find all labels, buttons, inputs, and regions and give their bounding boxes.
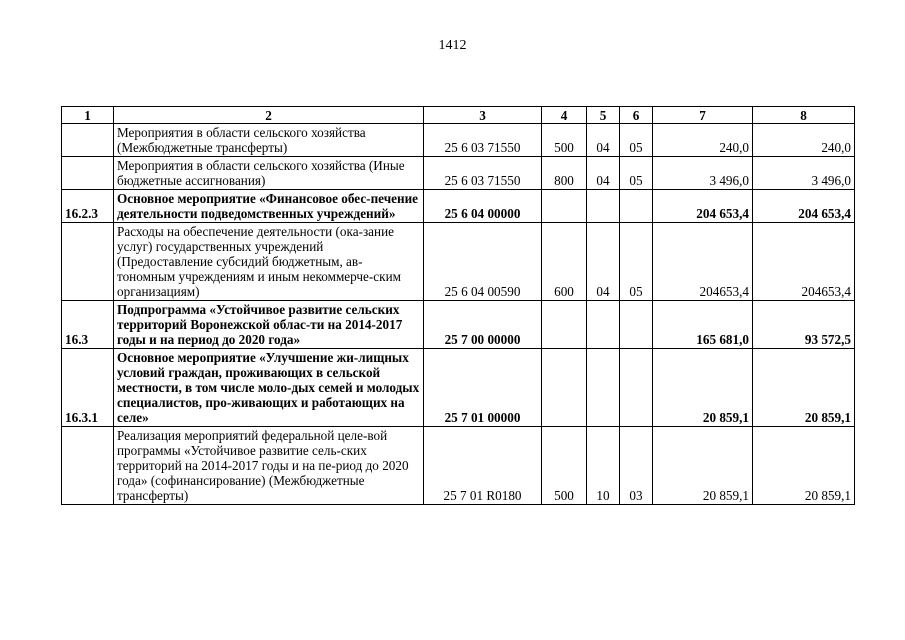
page-number: 1412 [438, 38, 467, 53]
table-row [62, 349, 855, 427]
table-row [62, 124, 855, 157]
row-code: 25 7 00 00000 [424, 301, 542, 349]
row-col6 [620, 301, 653, 349]
row-col4: 600 [542, 223, 587, 301]
row-col7: 204653,4 [653, 223, 753, 301]
row-col4: 500 [542, 427, 587, 505]
row-col7: 204 653,4 [653, 190, 753, 223]
row-col5: 04 [587, 223, 620, 301]
row-number: 16.3 [62, 301, 114, 349]
row-col7: 20 859,1 [653, 349, 753, 427]
row-col6 [620, 190, 653, 223]
row-code: 25 6 03 71550 [424, 124, 542, 157]
col-header-3: 3 [424, 107, 542, 124]
row-col5 [587, 190, 620, 223]
row-code: 25 6 04 00000 [424, 190, 542, 223]
row-number [62, 124, 114, 157]
row-col7: 20 859,1 [653, 427, 753, 505]
header-row [62, 107, 855, 124]
row-name: Подпрограмма «Устойчивое развитие сельских территорий Воронежской облас-ти на 2014-2017 годы и на период до 2020 года» [114, 301, 424, 349]
row-code: 25 7 01 00000 [424, 349, 542, 427]
row-code: 25 6 04 00590 [424, 223, 542, 301]
row-col4 [542, 349, 587, 427]
row-code: 25 7 01 R0180 [424, 427, 542, 505]
row-col6 [620, 349, 653, 427]
row-col7: 3 496,0 [653, 157, 753, 190]
col-header-1: 1 [62, 107, 114, 124]
row-col8: 3 496,0 [753, 157, 855, 190]
row-number [62, 157, 114, 190]
row-col8: 204 653,4 [753, 190, 855, 223]
row-col8: 20 859,1 [753, 427, 855, 505]
budget-table [61, 106, 855, 505]
row-col4: 800 [542, 157, 587, 190]
row-col8: 204653,4 [753, 223, 855, 301]
col-header-4: 4 [542, 107, 587, 124]
row-name: Основное мероприятие «Финансовое обес-печение деятельности подведомственных учреждений» [114, 190, 424, 223]
row-col7: 165 681,0 [653, 301, 753, 349]
row-col4: 500 [542, 124, 587, 157]
table-row [62, 190, 855, 223]
row-code: 25 6 03 71550 [424, 157, 542, 190]
col-header-6: 6 [620, 107, 653, 124]
row-col5: 04 [587, 157, 620, 190]
row-col4 [542, 190, 587, 223]
row-number [62, 427, 114, 505]
row-number: 16.2.3 [62, 190, 114, 223]
col-header-2: 2 [114, 107, 424, 124]
row-col5 [587, 349, 620, 427]
row-name: Расходы на обеспечение деятельности (ока-зание услуг) государственных учреждений (Предоставление субсидий бюджетным, ав-тономным учреждениям и иным некоммерче-ским организациям) [114, 223, 424, 301]
col-header-5: 5 [587, 107, 620, 124]
row-col5 [587, 301, 620, 349]
row-col5: 04 [587, 124, 620, 157]
row-col4 [542, 301, 587, 349]
row-name: Мероприятия в области сельского хозяйства (Межбюджетные трансферты) [114, 124, 424, 157]
row-name: Основное мероприятие «Улучшение жи-лищных условий граждан, проживающих в сельской местности, в том числе моло-дых семей и молодых специалистов, про-живающих и работающих на селе» [114, 349, 424, 427]
row-name: Реализация мероприятий федеральной целе-вой программы «Устойчивое развитие сель-ских территорий на 2014-2017 годы и на пе-риод до 2020 года» (софинансирование) (Межбюджетные трансферты) [114, 427, 424, 505]
row-col6: 03 [620, 427, 653, 505]
row-col6: 05 [620, 124, 653, 157]
row-col6: 05 [620, 223, 653, 301]
table-row [62, 427, 855, 505]
row-col7: 240,0 [653, 124, 753, 157]
row-number [62, 223, 114, 301]
row-col6: 05 [620, 157, 653, 190]
table-row [62, 223, 855, 301]
row-number: 16.3.1 [62, 349, 114, 427]
row-col8: 20 859,1 [753, 349, 855, 427]
table-row [62, 157, 855, 190]
row-name: Мероприятия в области сельского хозяйства (Иные бюджетные ассигнования) [114, 157, 424, 190]
row-col8: 93 572,5 [753, 301, 855, 349]
col-header-8: 8 [753, 107, 855, 124]
col-header-7: 7 [653, 107, 753, 124]
row-col5: 10 [587, 427, 620, 505]
table-row [62, 301, 855, 349]
row-col8: 240,0 [753, 124, 855, 157]
